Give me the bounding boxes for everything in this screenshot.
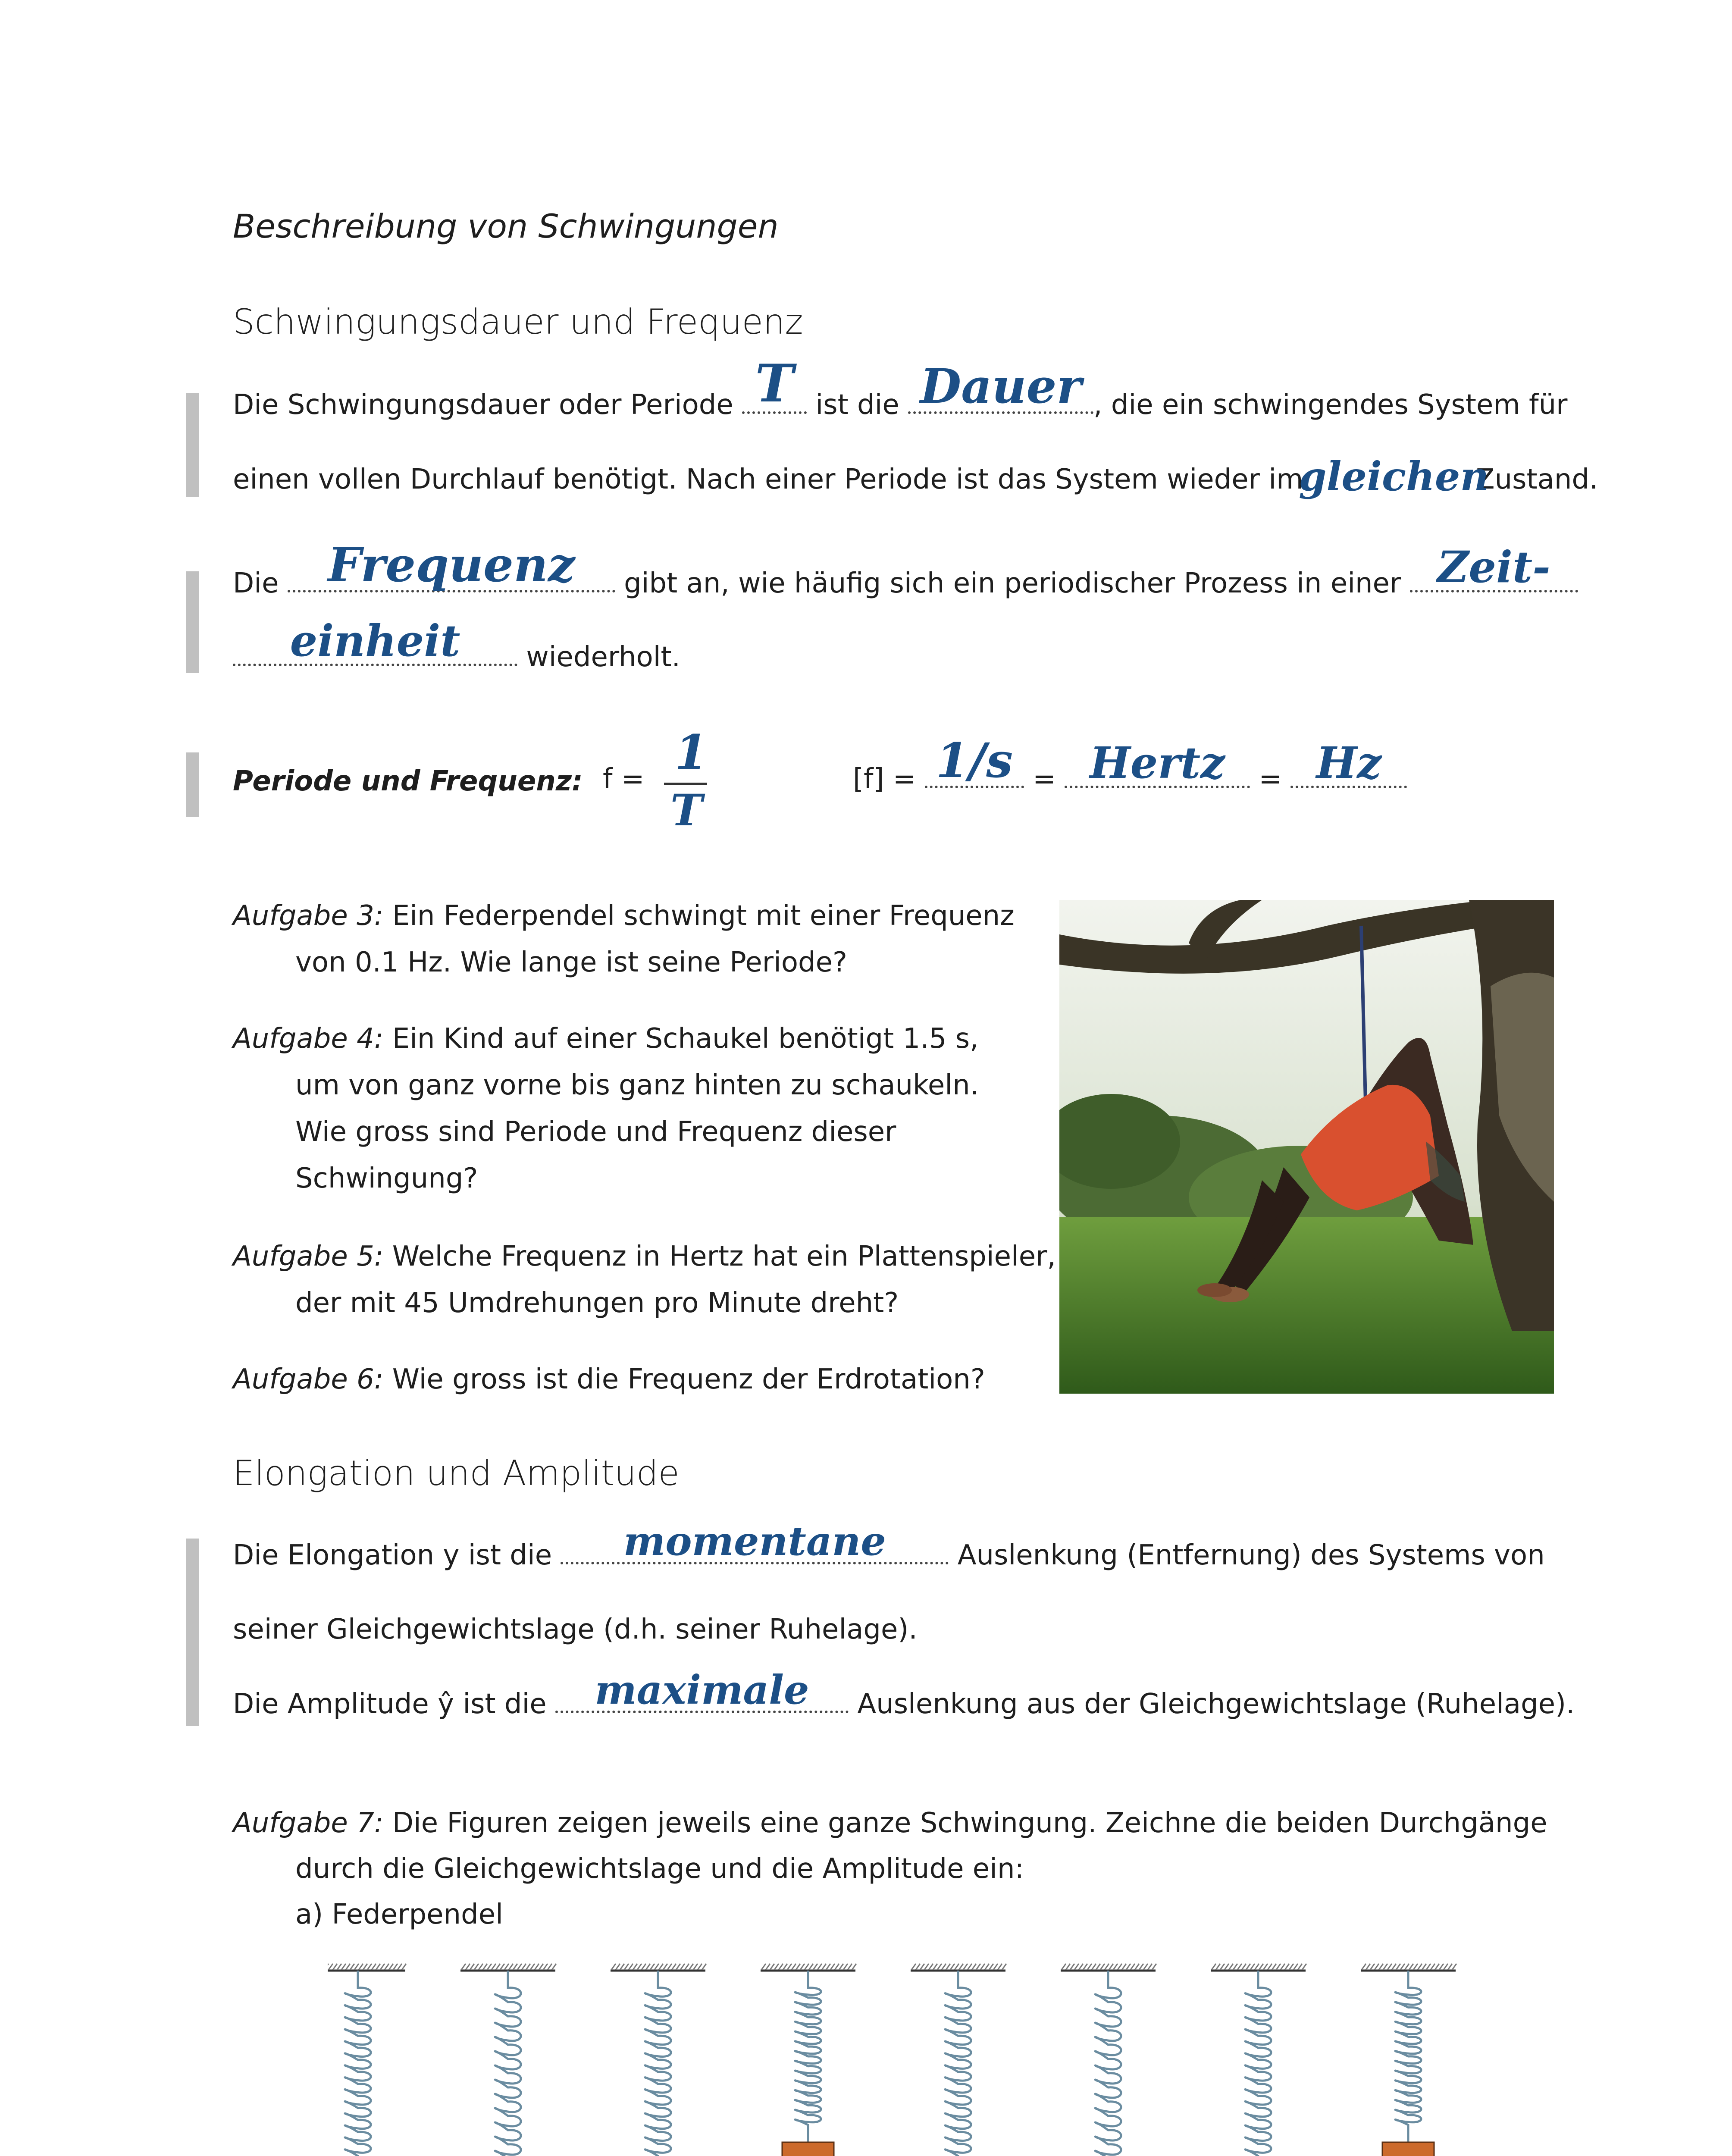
ceiling-hatch xyxy=(1362,1964,1366,1970)
ceiling-hatch xyxy=(1396,1964,1400,1970)
ceiling-hatch xyxy=(1255,1964,1259,1970)
paragraph-elongation-line2: seiner Gleichgewichtslage (d.h. seiner Ruhelage). xyxy=(233,1614,918,1645)
ceiling-hatch xyxy=(1439,1964,1444,1970)
handwritten-answer: Frequenz xyxy=(328,537,575,592)
ceiling-hatch xyxy=(1135,1964,1139,1970)
ceiling-hatch xyxy=(942,1964,946,1970)
ceiling-hatch xyxy=(466,1964,470,1970)
ceiling-hatch xyxy=(1220,1964,1225,1970)
ceiling-hatch xyxy=(1379,1964,1383,1970)
ceiling-hatch xyxy=(1370,1964,1375,1970)
ceiling-hatch xyxy=(1405,1964,1409,1970)
ceiling-hatch xyxy=(655,1964,659,1970)
task-7 xyxy=(233,1800,1547,1937)
ceiling-hatch xyxy=(367,1964,372,1970)
ceiling-hatch xyxy=(1418,1964,1422,1970)
text: der mit 45 Umdrehungen pro Minute dreht? xyxy=(295,1287,899,1319)
ceiling-hatch xyxy=(689,1964,693,1970)
ceiling-hatch xyxy=(1074,1964,1079,1970)
spring-pendulum-figures xyxy=(328,1958,1518,2156)
swing-photo-illustration xyxy=(1059,900,1554,1394)
spring-pendulum xyxy=(460,1964,556,2156)
ceiling-hatch xyxy=(787,1964,792,1970)
task-label: Aufgabe 5: xyxy=(233,1241,384,1272)
ceiling-hatch xyxy=(398,1964,402,1970)
text: [f] = xyxy=(853,763,916,795)
ceiling-hatch xyxy=(1070,1964,1074,1970)
ceiling-hatch xyxy=(963,1964,968,1970)
ceiling-hatch xyxy=(1294,1964,1298,1970)
task-label: Aufgabe 3: xyxy=(233,900,384,932)
ceiling-hatch xyxy=(492,1964,496,1970)
ceiling-hatch xyxy=(380,1964,385,1970)
ceiling-hatch xyxy=(937,1964,942,1970)
ceiling-hatch xyxy=(552,1964,556,1970)
handwritten-answer: Dauer xyxy=(920,358,1082,414)
ceiling-hatch xyxy=(1276,1964,1281,1970)
ceiling-hatch xyxy=(350,1964,354,1970)
ceiling-hatch xyxy=(1233,1964,1237,1970)
ceiling-hatch xyxy=(1387,1964,1392,1970)
ceiling-hatch xyxy=(1400,1964,1405,1970)
ceiling-hatch xyxy=(1431,1964,1435,1970)
ceiling-hatch xyxy=(646,1964,650,1970)
spring-pendulum xyxy=(1361,1964,1456,2156)
paragraph-period-line1 xyxy=(233,353,1568,421)
ceiling-hatch xyxy=(650,1964,655,1970)
ceiling-hatch xyxy=(376,1964,380,1970)
ceiling-hatch xyxy=(1100,1964,1105,1970)
ceiling-hatch xyxy=(796,1964,800,1970)
ceiling-hatch xyxy=(783,1964,787,1970)
ceiling-hatch xyxy=(1079,1964,1083,1970)
ceiling-hatch xyxy=(535,1964,539,1970)
text: durch die Gleichgewichtslage und die Amplitude ein: xyxy=(295,1853,1024,1885)
ceiling-hatch xyxy=(616,1964,620,1970)
task-6 xyxy=(233,1356,985,1403)
ceiling-hatch xyxy=(1409,1964,1413,1970)
ceiling-hatch xyxy=(1268,1964,1272,1970)
ceiling-hatch xyxy=(667,1964,672,1970)
formula-label: Periode und Frequenz: xyxy=(233,765,583,797)
ceiling-hatch xyxy=(1225,1964,1229,1970)
paragraph-elongation-line1 xyxy=(233,1518,1545,1571)
ceiling-hatch xyxy=(1066,1964,1070,1970)
task-label: Aufgabe 7: xyxy=(233,1807,384,1839)
ceiling-hatch xyxy=(385,1964,389,1970)
ceiling-hatch xyxy=(672,1964,676,1970)
spring xyxy=(495,1971,521,2156)
ceiling-hatch xyxy=(1062,1964,1066,1970)
ceiling-hatch xyxy=(1242,1964,1246,1970)
ceiling-hatch xyxy=(402,1964,406,1970)
ceiling-hatch xyxy=(774,1964,779,1970)
text: Die Amplitude ŷ ist die xyxy=(233,1688,555,1720)
margin-bar xyxy=(186,393,199,497)
ceiling-hatch xyxy=(359,1964,363,1970)
ceiling-hatch xyxy=(461,1964,466,1970)
ceiling-hatch xyxy=(1126,1964,1131,1970)
ceiling-hatch xyxy=(372,1964,376,1970)
ceiling-hatch xyxy=(1143,1964,1148,1970)
spring-pendulum xyxy=(328,1964,406,2156)
paragraph-period-line2 xyxy=(233,453,1598,500)
ceiling-hatch xyxy=(1435,1964,1439,1970)
ceiling-hatch xyxy=(770,1964,774,1970)
text: Ein Federpendel schwingt mit einer Frequenz xyxy=(392,900,1015,932)
ceiling-hatch xyxy=(363,1964,367,1970)
ceiling-hatch xyxy=(329,1964,333,1970)
ceiling-hatch xyxy=(487,1964,492,1970)
ceiling-hatch xyxy=(1392,1964,1396,1970)
ceiling-hatch xyxy=(1216,1964,1220,1970)
spring xyxy=(945,1971,971,2156)
ceiling-hatch xyxy=(500,1964,504,1970)
ceiling-hatch xyxy=(985,1964,989,1970)
text: = xyxy=(1259,763,1282,795)
ceiling-hatch xyxy=(1375,1964,1379,1970)
spring xyxy=(345,1971,371,2156)
ceiling-hatch xyxy=(685,1964,689,1970)
handwritten-answer: 1/s xyxy=(936,733,1013,788)
text: Zustand. xyxy=(1475,464,1598,495)
text: Die Schwingungsdauer oder Periode xyxy=(233,389,742,421)
ceiling-hatch xyxy=(946,1964,950,1970)
ceiling-hatch xyxy=(1096,1964,1100,1970)
margin-bar xyxy=(186,1539,199,1726)
ceiling-hatch xyxy=(1285,1964,1289,1970)
ceiling-hatch xyxy=(766,1964,770,1970)
page-title: Beschreibung von Schwingungen xyxy=(233,207,779,245)
ceiling-hatch xyxy=(470,1964,474,1970)
mass-block xyxy=(1382,2142,1434,2156)
ceiling-hatch xyxy=(1250,1964,1255,1970)
ceiling-hatch xyxy=(920,1964,924,1970)
ceiling-hatch xyxy=(1426,1964,1431,1970)
ceiling-hatch xyxy=(989,1964,993,1970)
ceiling-hatch xyxy=(813,1964,817,1970)
spring xyxy=(1245,1971,1271,2156)
ceiling-hatch xyxy=(1302,1964,1306,1970)
ceiling-hatch xyxy=(346,1964,350,1970)
text: ist die xyxy=(807,389,908,421)
ceiling-hatch xyxy=(530,1964,535,1970)
ceiling-hatch xyxy=(1298,1964,1302,1970)
text: a) Federpendel xyxy=(295,1899,503,1930)
ceiling-hatch xyxy=(479,1964,483,1970)
spring-pendulum xyxy=(911,1964,1006,2156)
spring xyxy=(1095,1971,1121,2156)
task-3 xyxy=(233,893,1015,986)
ceiling-hatch xyxy=(1148,1964,1152,1970)
ceiling-hatch xyxy=(509,1964,513,1970)
text: Die Elongation y ist die xyxy=(233,1539,561,1571)
ceiling-hatch xyxy=(955,1964,959,1970)
swing-photo xyxy=(1059,900,1554,1394)
handwritten-answer: einheit xyxy=(290,615,460,666)
ceiling-hatch xyxy=(950,1964,955,1970)
ceiling-hatch xyxy=(1229,1964,1233,1970)
text: um von ganz vorne bis ganz hinten zu schaukeln. xyxy=(295,1069,979,1101)
text: Wie gross ist die Frequenz der Erdrotation? xyxy=(392,1363,985,1395)
ceiling-hatch xyxy=(1212,1964,1216,1970)
ceiling-hatch xyxy=(548,1964,552,1970)
ceiling-hatch xyxy=(693,1964,698,1970)
ceiling-hatch xyxy=(843,1964,848,1970)
ceiling-hatch xyxy=(620,1964,624,1970)
ceiling-hatch xyxy=(504,1964,509,1970)
ceiling-hatch xyxy=(761,1964,766,1970)
ceiling-hatch xyxy=(1139,1964,1143,1970)
ceiling-hatch xyxy=(663,1964,667,1970)
task-label: Aufgabe 6: xyxy=(233,1363,384,1395)
ceiling-hatch xyxy=(976,1964,980,1970)
ceiling-hatch xyxy=(1113,1964,1118,1970)
ceiling-hatch xyxy=(1131,1964,1135,1970)
ceiling-hatch xyxy=(911,1964,916,1970)
ceiling-hatch xyxy=(822,1964,826,1970)
ceiling-hatch xyxy=(680,1964,685,1970)
ceiling-hatch xyxy=(792,1964,796,1970)
formula-f-equals: f = xyxy=(603,763,645,795)
mass-block xyxy=(782,2142,834,2156)
ceiling-hatch xyxy=(1289,1964,1294,1970)
ceiling-hatch xyxy=(980,1964,985,1970)
paragraph-amplitude xyxy=(233,1667,1575,1720)
ceiling-hatch xyxy=(998,1964,1002,1970)
ceiling-hatch xyxy=(968,1964,972,1970)
ceiling-hatch xyxy=(972,1964,976,1970)
text: Welche Frequenz in Hertz hat ein Plattenspieler, xyxy=(392,1241,1056,1272)
ceiling-hatch xyxy=(1259,1964,1263,1970)
text: von 0.1 Hz. Wie lange ist seine Periode? xyxy=(295,946,847,978)
handwritten-answer: T xyxy=(755,353,794,414)
ceiling-hatch xyxy=(1366,1964,1370,1970)
ceiling-hatch xyxy=(1152,1964,1156,1970)
ceiling-hatch xyxy=(800,1964,805,1970)
margin-bar xyxy=(186,752,199,817)
ceiling-hatch xyxy=(924,1964,929,1970)
text: Schwingung? xyxy=(295,1163,478,1194)
text: Die xyxy=(233,567,288,599)
paragraph-frequency-line2 xyxy=(233,615,680,673)
task-4 xyxy=(233,1015,979,1202)
ceiling-hatch xyxy=(830,1964,835,1970)
text: gibt an, wie häufig sich ein periodischer Prozess in einer xyxy=(615,567,1410,599)
handwritten-answer: Zeit- xyxy=(1437,542,1550,592)
ceiling-hatch xyxy=(629,1964,633,1970)
ceiling-hatch xyxy=(959,1964,963,1970)
ceiling-hatch xyxy=(1118,1964,1122,1970)
ceiling-hatch xyxy=(496,1964,500,1970)
margin-bar xyxy=(186,571,199,673)
text: = xyxy=(1033,763,1056,795)
ceiling-hatch xyxy=(333,1964,337,1970)
ceiling-hatch xyxy=(633,1964,637,1970)
ceiling-hatch xyxy=(993,1964,998,1970)
task-label: Aufgabe 4: xyxy=(233,1023,384,1055)
handwritten-answer: maximale xyxy=(595,1667,809,1713)
ceiling-hatch xyxy=(526,1964,530,1970)
ceiling-hatch xyxy=(1448,1964,1452,1970)
spring xyxy=(795,1971,821,2142)
ceiling-hatch xyxy=(517,1964,522,1970)
ceiling-hatch xyxy=(354,1964,359,1970)
ceiling-hatch xyxy=(1092,1964,1096,1970)
text: , die ein schwingendes System für xyxy=(1093,389,1568,421)
ceiling-hatch xyxy=(513,1964,517,1970)
ceiling-hatch xyxy=(389,1964,393,1970)
ceiling-hatch xyxy=(779,1964,783,1970)
ceiling-hatch xyxy=(1452,1964,1456,1970)
handwritten-answer: momentane xyxy=(623,1518,886,1564)
ceiling-hatch xyxy=(676,1964,680,1970)
spring-pendulum xyxy=(1061,1964,1156,2156)
ceiling-hatch xyxy=(933,1964,937,1970)
handwritten-answer: Hz xyxy=(1316,737,1382,788)
formula-unit-line xyxy=(853,733,1407,795)
handwritten-answer: Hertz xyxy=(1090,737,1225,788)
ceiling-hatch xyxy=(835,1964,839,1970)
ceiling-hatch xyxy=(916,1964,920,1970)
spring-pendulum xyxy=(1211,1964,1306,2156)
ceiling-hatch xyxy=(929,1964,933,1970)
ceiling-hatch xyxy=(1109,1964,1113,1970)
ceiling-hatch xyxy=(1246,1964,1250,1970)
fraction-denominator: T xyxy=(670,785,703,836)
ceiling-hatch xyxy=(1105,1964,1109,1970)
ceiling-hatch xyxy=(839,1964,843,1970)
spring xyxy=(1395,1971,1421,2142)
ceiling-hatch xyxy=(817,1964,822,1970)
ceiling-hatch xyxy=(1272,1964,1276,1970)
section-heading-elongation: Elongation und Amplitude xyxy=(233,1453,680,1493)
ceiling-hatch xyxy=(1122,1964,1126,1970)
text: Ein Kind auf einer Schaukel benötigt 1.5 s, xyxy=(392,1023,979,1055)
spring-pendulum xyxy=(611,1964,706,2156)
text: Auslenkung (Entfernung) des Systems von xyxy=(949,1539,1545,1571)
ceiling-hatch xyxy=(624,1964,629,1970)
ceiling-hatch xyxy=(543,1964,548,1970)
ceiling-hatch xyxy=(522,1964,526,1970)
ceiling-hatch xyxy=(809,1964,813,1970)
fraction-numerator: 1 xyxy=(675,724,708,780)
ceiling-hatch xyxy=(1281,1964,1285,1970)
ceiling-hatch xyxy=(1413,1964,1418,1970)
ceiling-hatch xyxy=(1383,1964,1387,1970)
ceiling-hatch xyxy=(1263,1964,1268,1970)
ceiling-hatch xyxy=(848,1964,852,1970)
spring-pendulum xyxy=(761,1964,856,2156)
ceiling-hatch xyxy=(337,1964,341,1970)
ceiling-hatch xyxy=(483,1964,487,1970)
handwritten-answer: gleichen xyxy=(1299,453,1489,500)
ceiling-hatch xyxy=(852,1964,856,1970)
ceiling-hatch xyxy=(659,1964,663,1970)
ceiling-hatch xyxy=(1444,1964,1448,1970)
ceiling-hatch xyxy=(1083,1964,1087,1970)
ceiling-hatch xyxy=(637,1964,642,1970)
ceiling-hatch xyxy=(642,1964,646,1970)
ceiling-hatch xyxy=(805,1964,809,1970)
ceiling-hatch xyxy=(1002,1964,1006,1970)
task-5 xyxy=(233,1233,1056,1326)
ceiling-hatch xyxy=(474,1964,479,1970)
paragraph-frequency-line1 xyxy=(233,537,1578,599)
spring xyxy=(645,1971,671,2156)
text: wiederholt. xyxy=(517,641,680,673)
text: Die Figuren zeigen jeweils eine ganze Schwingung. Zeichne die beiden Durchgänge xyxy=(392,1807,1547,1839)
text: Wie gross sind Periode und Frequenz dieser xyxy=(295,1116,896,1148)
ceiling-hatch xyxy=(1237,1964,1242,1970)
ceiling-hatch xyxy=(698,1964,702,1970)
ceiling-hatch xyxy=(393,1964,398,1970)
text: Auslenkung aus der Gleichgewichtslage (Ruhelage). xyxy=(849,1688,1575,1720)
ceiling-hatch xyxy=(826,1964,830,1970)
section-heading-period: Schwingungsdauer und Frequenz xyxy=(233,302,803,342)
ceiling-hatch xyxy=(539,1964,543,1970)
ceiling-hatch xyxy=(1087,1964,1092,1970)
text: einen vollen Durchlauf benötigt. Nach einer Periode ist das System wieder im xyxy=(233,464,1312,495)
ceiling-hatch xyxy=(702,1964,706,1970)
ceiling-hatch xyxy=(611,1964,616,1970)
ceiling-hatch xyxy=(341,1964,346,1970)
ceiling-hatch xyxy=(1422,1964,1426,1970)
